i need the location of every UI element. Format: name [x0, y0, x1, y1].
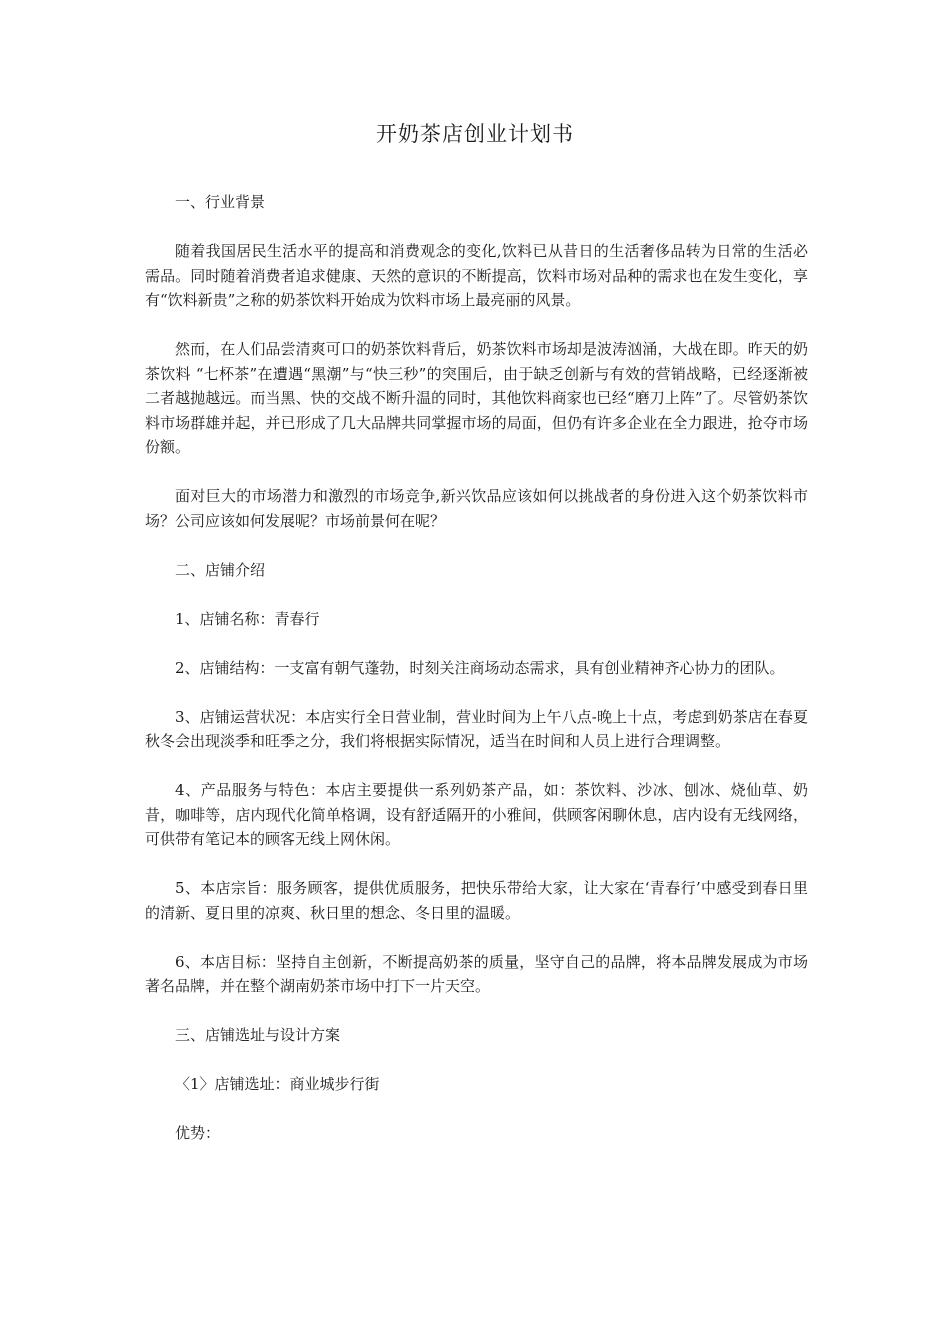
- section-heading-store-intro: 二、店铺介绍: [175, 560, 266, 579]
- paragraph-store-purpose: 5、本店宗旨：服务顾客，提供优质服务，把快乐带给大家，让大家在‘青春行’中感受到春日里的清新、夏日里的凉爽、秋日里的想念、冬日里的温暖。: [145, 879, 808, 922]
- paragraph-advantages: 优势：: [175, 1124, 221, 1142]
- document-body: [145, 190, 808, 1170]
- paragraph-store-location: 〈1〉店铺选址：商业城步行街: [175, 1075, 380, 1093]
- paragraph-questions: 面对巨大的市场潜力和激烈的市场竞争,新兴饮品应该如何以挑战者的身份进入这个奶茶饮料市场？公司应该如何发展呢？市场前景何在呢？: [145, 487, 808, 530]
- paragraph-store-goal: 6、本店目标：坚持自主创新，不断提高奶茶的质量，坚守自己的品牌，将本品牌发展成为市场著名品牌，并在整个湖南奶茶市场中打下一片天空。: [145, 952, 808, 995]
- paragraph-competition: 然而，在人们品尝清爽可口的奶茶饮料背后，奶茶饮料市场却是波涛汹涌，大战在即。昨天的奶茶饮料 “七杯茶”在遭遇“黑潮”与“快三秒”的突围后，由于缺乏创新与有效的营销战略，已经逐渐被二者越抛越远。而当黑、快的交战不断升温的同时，其他饮料商家也已经“磨刀上阵”了。尽管奶茶饮料市场群雄并起，并已形成了几大品牌共同掌握市场的局面，但仍有许多企业在全力跟进，抢夺市场份额。: [145, 340, 808, 456]
- section-heading-industry-background: 一、行业背景: [175, 193, 266, 211]
- paragraph-store-name: 1、店铺名称：青春行: [175, 609, 320, 628]
- section-heading-location-design: 三、店铺选址与设计方案: [175, 1026, 341, 1044]
- paragraph-store-structure: 2、店铺结构：一支富有朝气蓬勃，时刻关注商场动态需求，具有创业精神齐心协力的团队。: [175, 658, 785, 677]
- paragraph-store-operation: 3、店铺运营状况：本店实行全日营业制，营业时间为上午八点-晚上十点，考虑到奶茶店在春夏秋冬会出现淡季和旺季之分，我们将根据实际情况，适当在时间和人员上进行合理调整。: [145, 707, 808, 750]
- document-title: 开奶茶店创业计划书: [376, 122, 574, 146]
- paragraph-market-trend: 随着我国居民生活水平的提高和消费观念的变化,饮料已从昔日的生活奢侈品转为日常的生活必需品。同时随着消费者追求健康、天然的意识的不断提高，饮料市场对品种的需求也在发生变化，享有“饮料新贵”之称的奶茶饮料开始成为饮料市场上最亮丽的风景。: [145, 242, 808, 309]
- paragraph-products-features: 4、产品服务与特色：本店主要提供一系列奶茶产品，如：茶饮料、沙冰、刨冰、烧仙草、奶昔，咖啡等，店内现代化简单格调，设有舒适隔开的小雅间，供顾客闲聊休息，店内设有无线网络，可供带有笔记本的顾客无线上网休闲。: [145, 781, 808, 848]
